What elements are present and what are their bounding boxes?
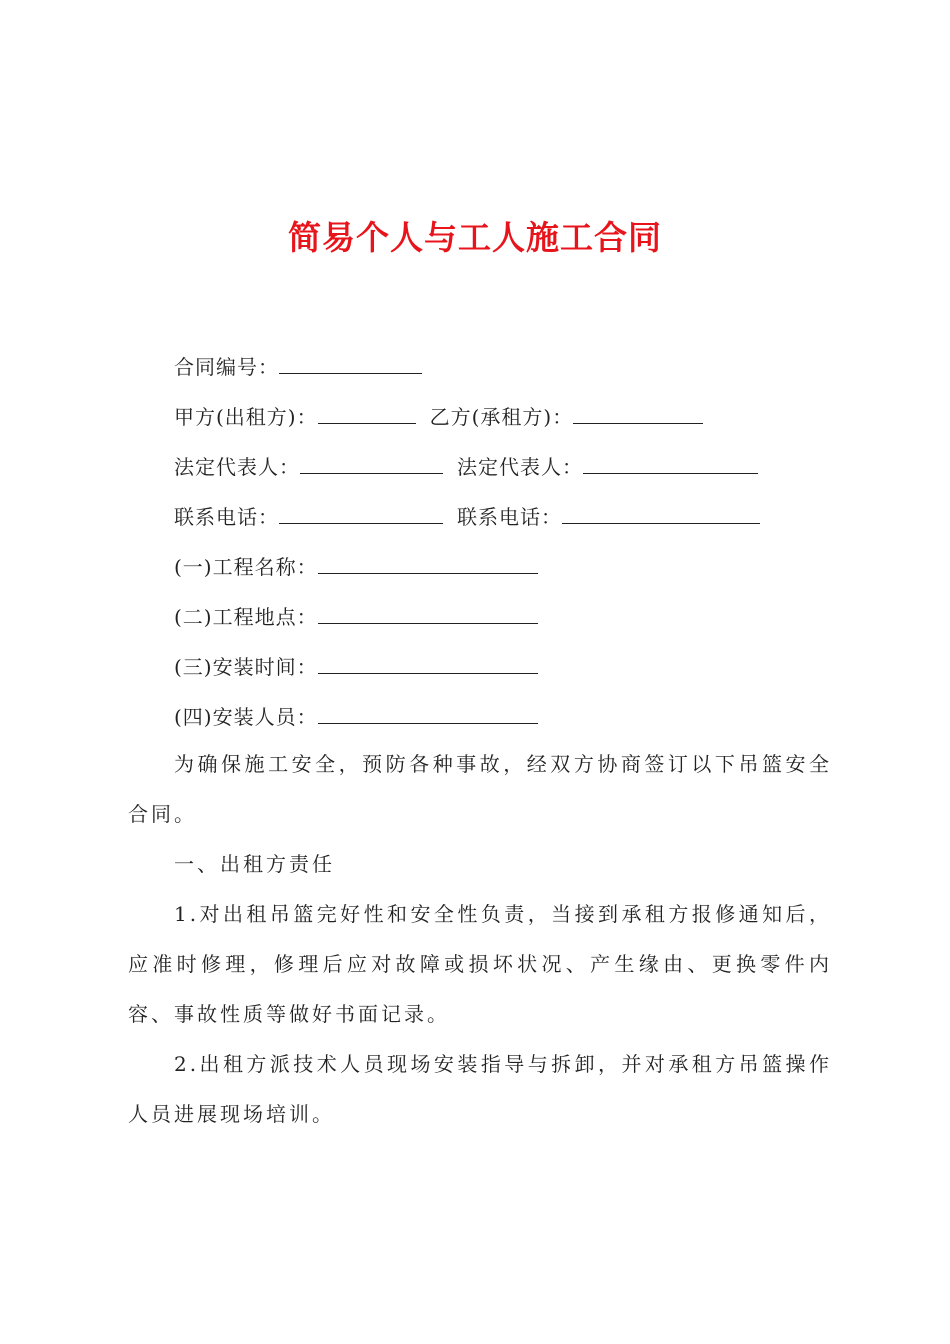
rep-b-label: 法定代表人： — [457, 455, 583, 479]
clause-1: 1.对出租吊篮完好性和安全性负责，当接到承租方报修通知后，应准时修理，修理后应对故障或损坏状况、产生缘由、更换零件内容、事故性质等做好书面记录。 — [128, 902, 832, 1026]
contract-number-label: 合同编号： — [174, 355, 279, 379]
party-a-blank — [318, 405, 416, 424]
section-heading-lessor: 一、出租方责任 — [174, 852, 335, 876]
install-time-blank — [318, 655, 538, 674]
phone-b-label: 联系电话： — [457, 505, 562, 529]
project-name-line — [174, 555, 538, 579]
install-staff-label: (四)安装人员： — [174, 705, 318, 729]
party-a-label: 甲方(出租方)： — [174, 405, 318, 429]
phone-a-blank — [279, 505, 443, 524]
party-b-label: 乙方(承租方)： — [429, 405, 574, 429]
project-site-blank — [318, 605, 538, 624]
rep-a-blank — [300, 455, 443, 474]
parties-line — [174, 405, 703, 429]
contract-number-line — [174, 355, 422, 379]
representatives-line — [174, 455, 758, 479]
project-name-label: (一)工程名称： — [174, 555, 318, 579]
phone-a-label: 联系电话： — [174, 505, 279, 529]
rep-a-label: 法定代表人： — [174, 455, 300, 479]
project-site-label: (二)工程地点： — [174, 605, 318, 629]
project-name-blank — [318, 555, 538, 574]
phones-line — [174, 505, 760, 529]
install-staff-line — [174, 705, 538, 729]
install-time-line — [174, 655, 538, 679]
phone-b-blank — [562, 505, 760, 524]
intro-paragraph: 为确保施工安全，预防各种事故，经双方协商签订以下吊篮安全合同。 — [128, 752, 832, 826]
rep-b-blank — [583, 455, 758, 474]
contract-number-blank — [279, 355, 422, 374]
install-staff-blank — [318, 705, 538, 724]
clause-2: 2.出租方派技术人员现场安装指导与拆卸，并对承租方吊篮操作人员进展现场培训。 — [128, 1052, 832, 1126]
project-site-line — [174, 605, 538, 629]
document-title: 简易个人与工人施工合同 — [288, 218, 662, 257]
install-time-label: (三)安装时间： — [174, 655, 318, 679]
party-b-blank — [573, 405, 703, 424]
